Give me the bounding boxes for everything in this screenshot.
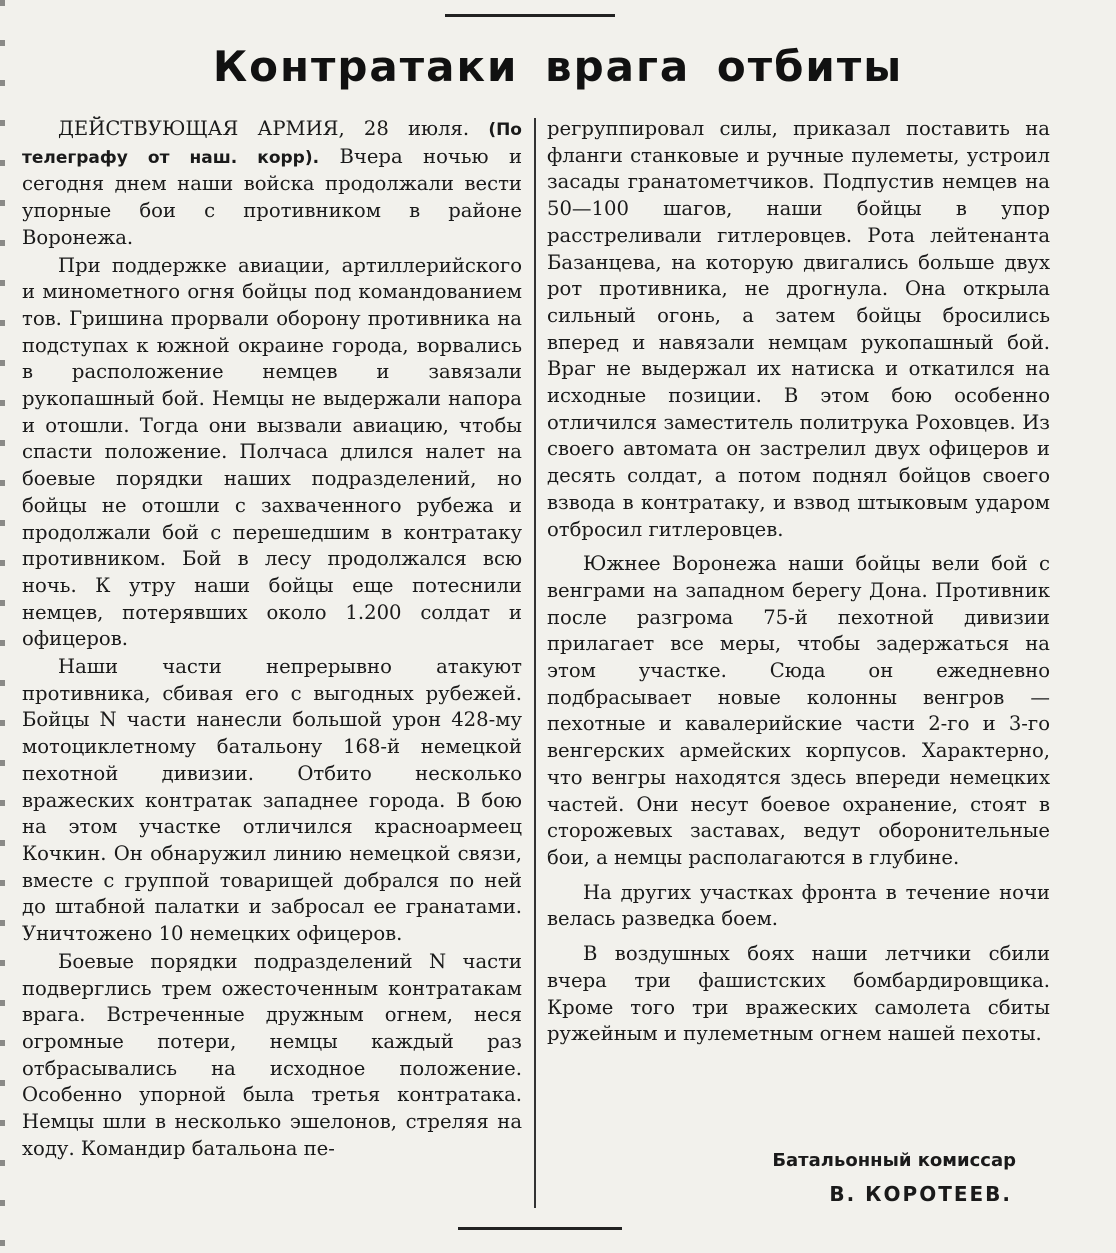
- paragraph: Наши части непрерывно атакуют противника, сбивая его с выгодных рубежей. Бойцы N части нанесли большой урон 428-му мотоциклетному батальону 168-й немецкой пехотной дивизии. Отбито несколько вражеских контратак западнее города. В бою на этом участке отличился красноармеец Кочкин. Он обнаружил линию немецкой связи, вместе с группой товарищей добрался по ней до штабной палатки и забросал ее гранатами. Уничтожено 10 немецких офицеров.: [22, 655, 522, 946]
- headline: Контратаки врага отбиты: [212, 42, 904, 91]
- paragraph: [22, 116, 522, 252]
- bottom-rule: [458, 1227, 622, 1230]
- paragraph: регруппировал силы, приказал поставить на фланги станковые и ручные пулеметы, устроил засады гранатометчиков. Подпустив немцев на 50—100 шагов, наши бойцы в упор расстреливали гитлеровцев. Рота лейтенанта Базанцева, на которую двигались больше двух рот противника, не дрогнула. Она открыла сильный огонь, а затем бойцы бросились вперед и навязали немцам рукопашный бой. Враг не выдержал их натиска и откатился на исходные позиции. В этом бою особенно отличился заместитель политрука Роховцев. Из своего автомата он застрелил двух офицеров и десять солдат, а потом поднял бойцов своего взвода в контратаку, и взвод штыковым ударом отбросил гитлеровцев.: [547, 117, 1050, 541]
- signature-name: В. КОРОТЕЕВ.: [829, 1182, 1012, 1206]
- top-rule: [445, 14, 615, 17]
- source-note: (По телеграфу от наш. корр).: [22, 120, 522, 168]
- dateline: ДЕЙСТВУЮЩАЯ АРМИЯ, 28 июля.: [58, 117, 470, 140]
- paragraph: На других участках фронта в течение ночи велась разведка боем.: [547, 880, 1050, 931]
- signature-role: Батальонный комиссар: [772, 1150, 1016, 1171]
- paragraph: Южнее Воронежа наши бойцы вели бой с венграми на западном берегу Дона. Противник после разгрома 75-й пехотной дивизии прилагает все меры, чтобы задержаться на этом участке. Сюда он ежедневно подбрасывает новые колонны венгров — пехотные и кавалерийские части 2-го и 3-го венгерских армейских корпусов. Характерно, что венгры находятся здесь впереди немецких частей. Они несут боевое охранение, стоят в сторожевых заставах, ведут оборонительные бои, а немцы располагаются в глубине.: [547, 552, 1050, 869]
- paragraph-text: Вчера ночью и сегодня днем наши войска продолжали вести упорные бои с противником в районе Воронежа.: [22, 144, 523, 249]
- paragraph: Боевые порядки подразделений N части подверглись трем ожесточенным контратакам врага. Встреченные дружным огнем, неся огромные потери, немцы каждый раз отбрасывались на исходное положение. Особенно упорной была третья контратака. Немцы шли в несколько эшелонов, стреляя на ходу. Командир батальона пе-: [22, 949, 522, 1160]
- column-divider: [534, 118, 536, 1208]
- paragraph: В воздушных боях наши летчики сбили вчера три фашистских бомбардировщика. Кроме того три вражеских самолета сбиты ружейным и пулеметным огнем нашей пехоты.: [547, 942, 1050, 1046]
- paragraph: При поддержке авиации, артиллерийского и минометного огня бойцы под командованием тов. Гришина прорвали оборону противника на подступах к южной окраине города, ворвались в расположение немцев и завязали рукопашный бой. Немцы не выдержали напора и отошли. Тогда они вызвали авиацию, чтобы спасти положение. Полчаса длился налет на боевые порядки наших подразделений, но бойцы не отошли с захваченного рубежа и продолжали бой с перешедшим в контратаку противником. Бой в лесу продолжался всю ночь. К утру наши бойцы еще потеснили немцев, потерявших около 1.200 солдат и офицеров.: [22, 253, 522, 651]
- page-edge-marks: [0, 0, 5, 1253]
- article-column-left: [22, 116, 522, 1162]
- article-column-right: [547, 116, 1050, 1048]
